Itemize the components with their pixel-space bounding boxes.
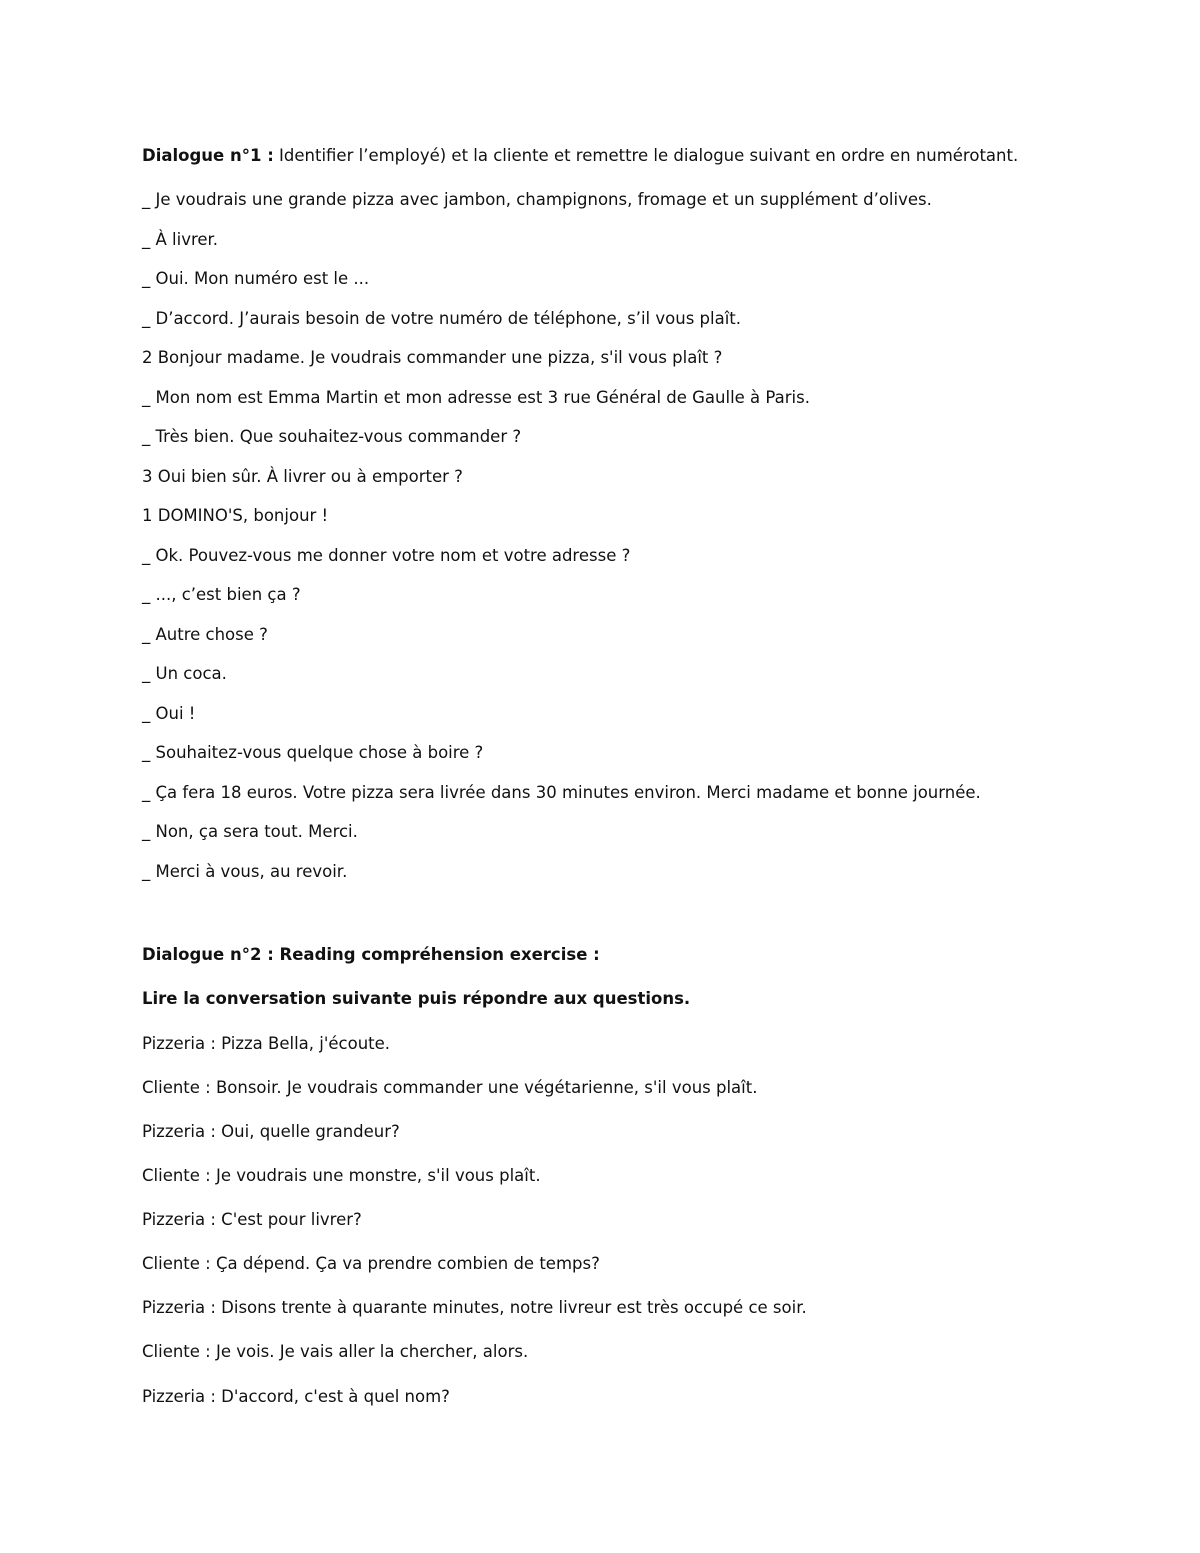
- dialogue-1-heading: [142, 145, 1018, 167]
- dialogue-1-line: _ À livrer.: [142, 230, 219, 249]
- dialogue-1-line: _ Très bien. Que souhaitez-vous commander ?: [142, 427, 522, 446]
- dialogue-1-line: 2 Bonjour madame. Je voudrais commander une pizza, s'il vous plaît ?: [142, 348, 723, 367]
- dialogue-2-line: Cliente : Ça dépend. Ça va prendre combien de temps?: [142, 1254, 600, 1273]
- dialogue-1-line: _ Oui. Mon numéro est le ...: [142, 269, 370, 288]
- dialogue-1-line: _ ..., c’est bien ça ?: [142, 585, 301, 604]
- dialogue-2-line: Cliente : Je vois. Je vais aller la chercher, alors.: [142, 1342, 529, 1361]
- dialogue-1-line: _ Autre chose ?: [142, 625, 268, 644]
- dialogue-1-line: _ Souhaitez-vous quelque chose à boire ?: [142, 743, 484, 762]
- dialogue-1-line: _ Non, ça sera tout. Merci.: [142, 822, 358, 841]
- dialogue-1-heading-label: Dialogue n°1 :: [142, 146, 274, 165]
- dialogue-2-heading: Dialogue n°2 : Reading compréhension exercise :: [142, 945, 600, 964]
- dialogue-1-line: _ D’accord. J’aurais besoin de votre numéro de téléphone, s’il vous plaît.: [142, 309, 742, 328]
- dialogue-2-line: Pizzeria : Oui, quelle grandeur?: [142, 1122, 400, 1141]
- dialogue-1-line: _ Oui !: [142, 704, 196, 723]
- dialogue-1-line: _ Je voudrais une grande pizza avec jambon, champignons, fromage et un supplément d’olives.: [142, 190, 932, 209]
- dialogue-1-line: _ Ok. Pouvez-vous me donner votre nom et votre adresse ?: [142, 546, 631, 565]
- dialogue-2-line: Pizzeria : D'accord, c'est à quel nom?: [142, 1387, 450, 1406]
- dialogue-2-line: Pizzeria : Pizza Bella, j'écoute.: [142, 1034, 391, 1053]
- dialogue-2-instruction: Lire la conversation suivante puis répondre aux questions.: [142, 989, 691, 1008]
- dialogue-2-line: Pizzeria : Disons trente à quarante minutes, notre livreur est très occupé ce soir.: [142, 1298, 807, 1317]
- dialogue-1-line: _ Un coca.: [142, 664, 227, 683]
- dialogue-1-line: _ Merci à vous, au revoir.: [142, 862, 348, 881]
- dialogue-1-line: 1 DOMINO'S, bonjour !: [142, 506, 329, 525]
- dialogue-1-line: 3 Oui bien sûr. À livrer ou à emporter ?: [142, 467, 463, 486]
- dialogue-1-line: _ Ça fera 18 euros. Votre pizza sera livrée dans 30 minutes environ. Merci madame et bonne journée.: [142, 783, 981, 802]
- dialogue-2-line: Cliente : Je voudrais une monstre, s'il vous plaît.: [142, 1166, 541, 1185]
- dialogue-2-line: Pizzeria : C'est pour livrer?: [142, 1210, 362, 1229]
- dialogue-1-heading-instruction: Identifier l’employé) et la cliente et remettre le dialogue suivant en ordre en numérotant.: [273, 146, 1019, 165]
- dialogue-2-line: Cliente : Bonsoir. Je voudrais commander une végétarienne, s'il vous plaît.: [142, 1078, 758, 1097]
- dialogue-1-line: _ Mon nom est Emma Martin et mon adresse est 3 rue Général de Gaulle à Paris.: [142, 388, 810, 407]
